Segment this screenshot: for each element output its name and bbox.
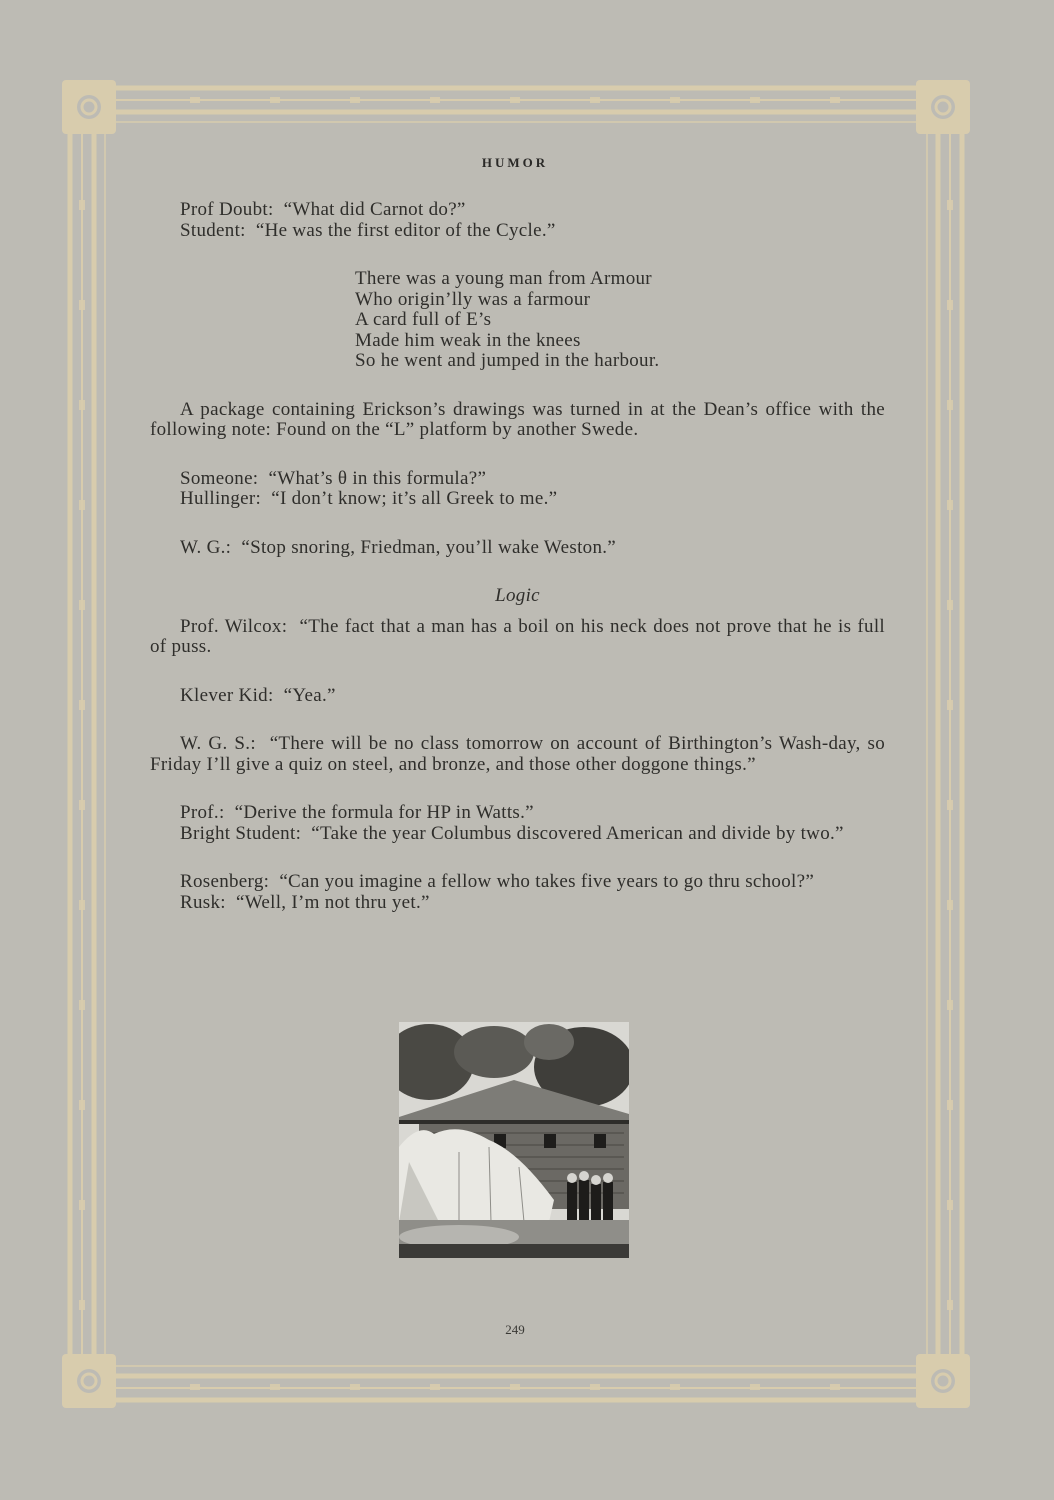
limerick	[355, 269, 885, 372]
joke-logic	[150, 617, 885, 658]
page-section-title: HUMOR	[481, 155, 549, 170]
speaker: W. G.:	[180, 536, 232, 558]
page-number: 249	[505, 1322, 525, 1337]
speaker: W. G. S.:	[180, 733, 256, 754]
quote: “There will be no class tomorrow on account of Birthington’s Wash-day, so Friday I’ll give a quiz on steel, and bronze, and those other doggone things.”	[150, 733, 885, 775]
speaker: Hullinger:	[180, 488, 262, 509]
joke-greek-line2	[150, 489, 885, 510]
limerick-line: Made him weak in the knees	[355, 329, 581, 351]
limerick-line: A card full of E’s	[355, 309, 492, 330]
quote: “Well, I’m not thru yet.”	[235, 891, 430, 913]
quote: “Can you imagine a fellow who takes five years to go thru school?”	[279, 871, 815, 892]
joke-school-line2	[150, 893, 885, 914]
quote: “Derive the formula for HP in Watts.”	[234, 802, 534, 823]
joke-watts-line2	[150, 824, 885, 845]
quote: “I don’t know; it’s all Greek to me.”	[271, 488, 558, 509]
quote: “What’s θ in this formula?”	[268, 467, 487, 489]
speaker: Prof.:	[180, 802, 225, 823]
humor-column	[150, 200, 885, 913]
quote: “He was the first editor of the Cycle.”	[255, 219, 556, 241]
joke-greek-line1	[150, 469, 885, 490]
joke-carnot-line2	[150, 221, 885, 242]
limerick-line: There was a young man from Armour	[355, 268, 652, 289]
joke-washday	[150, 734, 885, 775]
joke-carnot-line1	[150, 200, 885, 221]
speaker: Rosenberg:	[180, 871, 270, 892]
speaker: Bright Student:	[180, 822, 302, 844]
speaker: Rusk:	[180, 891, 226, 913]
joke-snoring	[150, 538, 885, 559]
speaker: Prof Doubt:	[180, 199, 274, 220]
joke-school-line1	[150, 872, 885, 893]
logic-heading: Logic	[495, 585, 540, 606]
quote: “What did Carnot do?”	[283, 199, 466, 220]
speaker: Someone:	[180, 467, 259, 489]
camp-photograph	[399, 1022, 629, 1258]
speaker: Klever Kid:	[180, 684, 274, 706]
quote: “Stop snoring, Friedman, you’ll wake Weston.”	[241, 536, 617, 558]
joke-watts-line1	[150, 803, 885, 824]
speaker: Student:	[180, 219, 246, 241]
limerick-line: So he went and jumped in the harbour.	[355, 350, 660, 371]
limerick-line: Who origin’lly was a farmour	[355, 288, 591, 310]
joke-klever	[150, 686, 885, 707]
quote: “Yea.”	[283, 684, 336, 706]
camp-photo-image	[399, 1022, 629, 1258]
quote: “Take the year Columbus discovered American and divide by two.”	[311, 822, 844, 844]
speaker: Prof. Wilcox:	[180, 615, 288, 637]
quote: “The fact that a man has a boil on his neck does not prove that he is full of puss.	[150, 615, 885, 657]
joke-erickson: A package containing Erickson’s drawings was turned in at the Dean’s office with the following note: Found on the “L” platform by another Swede.	[150, 398, 885, 440]
